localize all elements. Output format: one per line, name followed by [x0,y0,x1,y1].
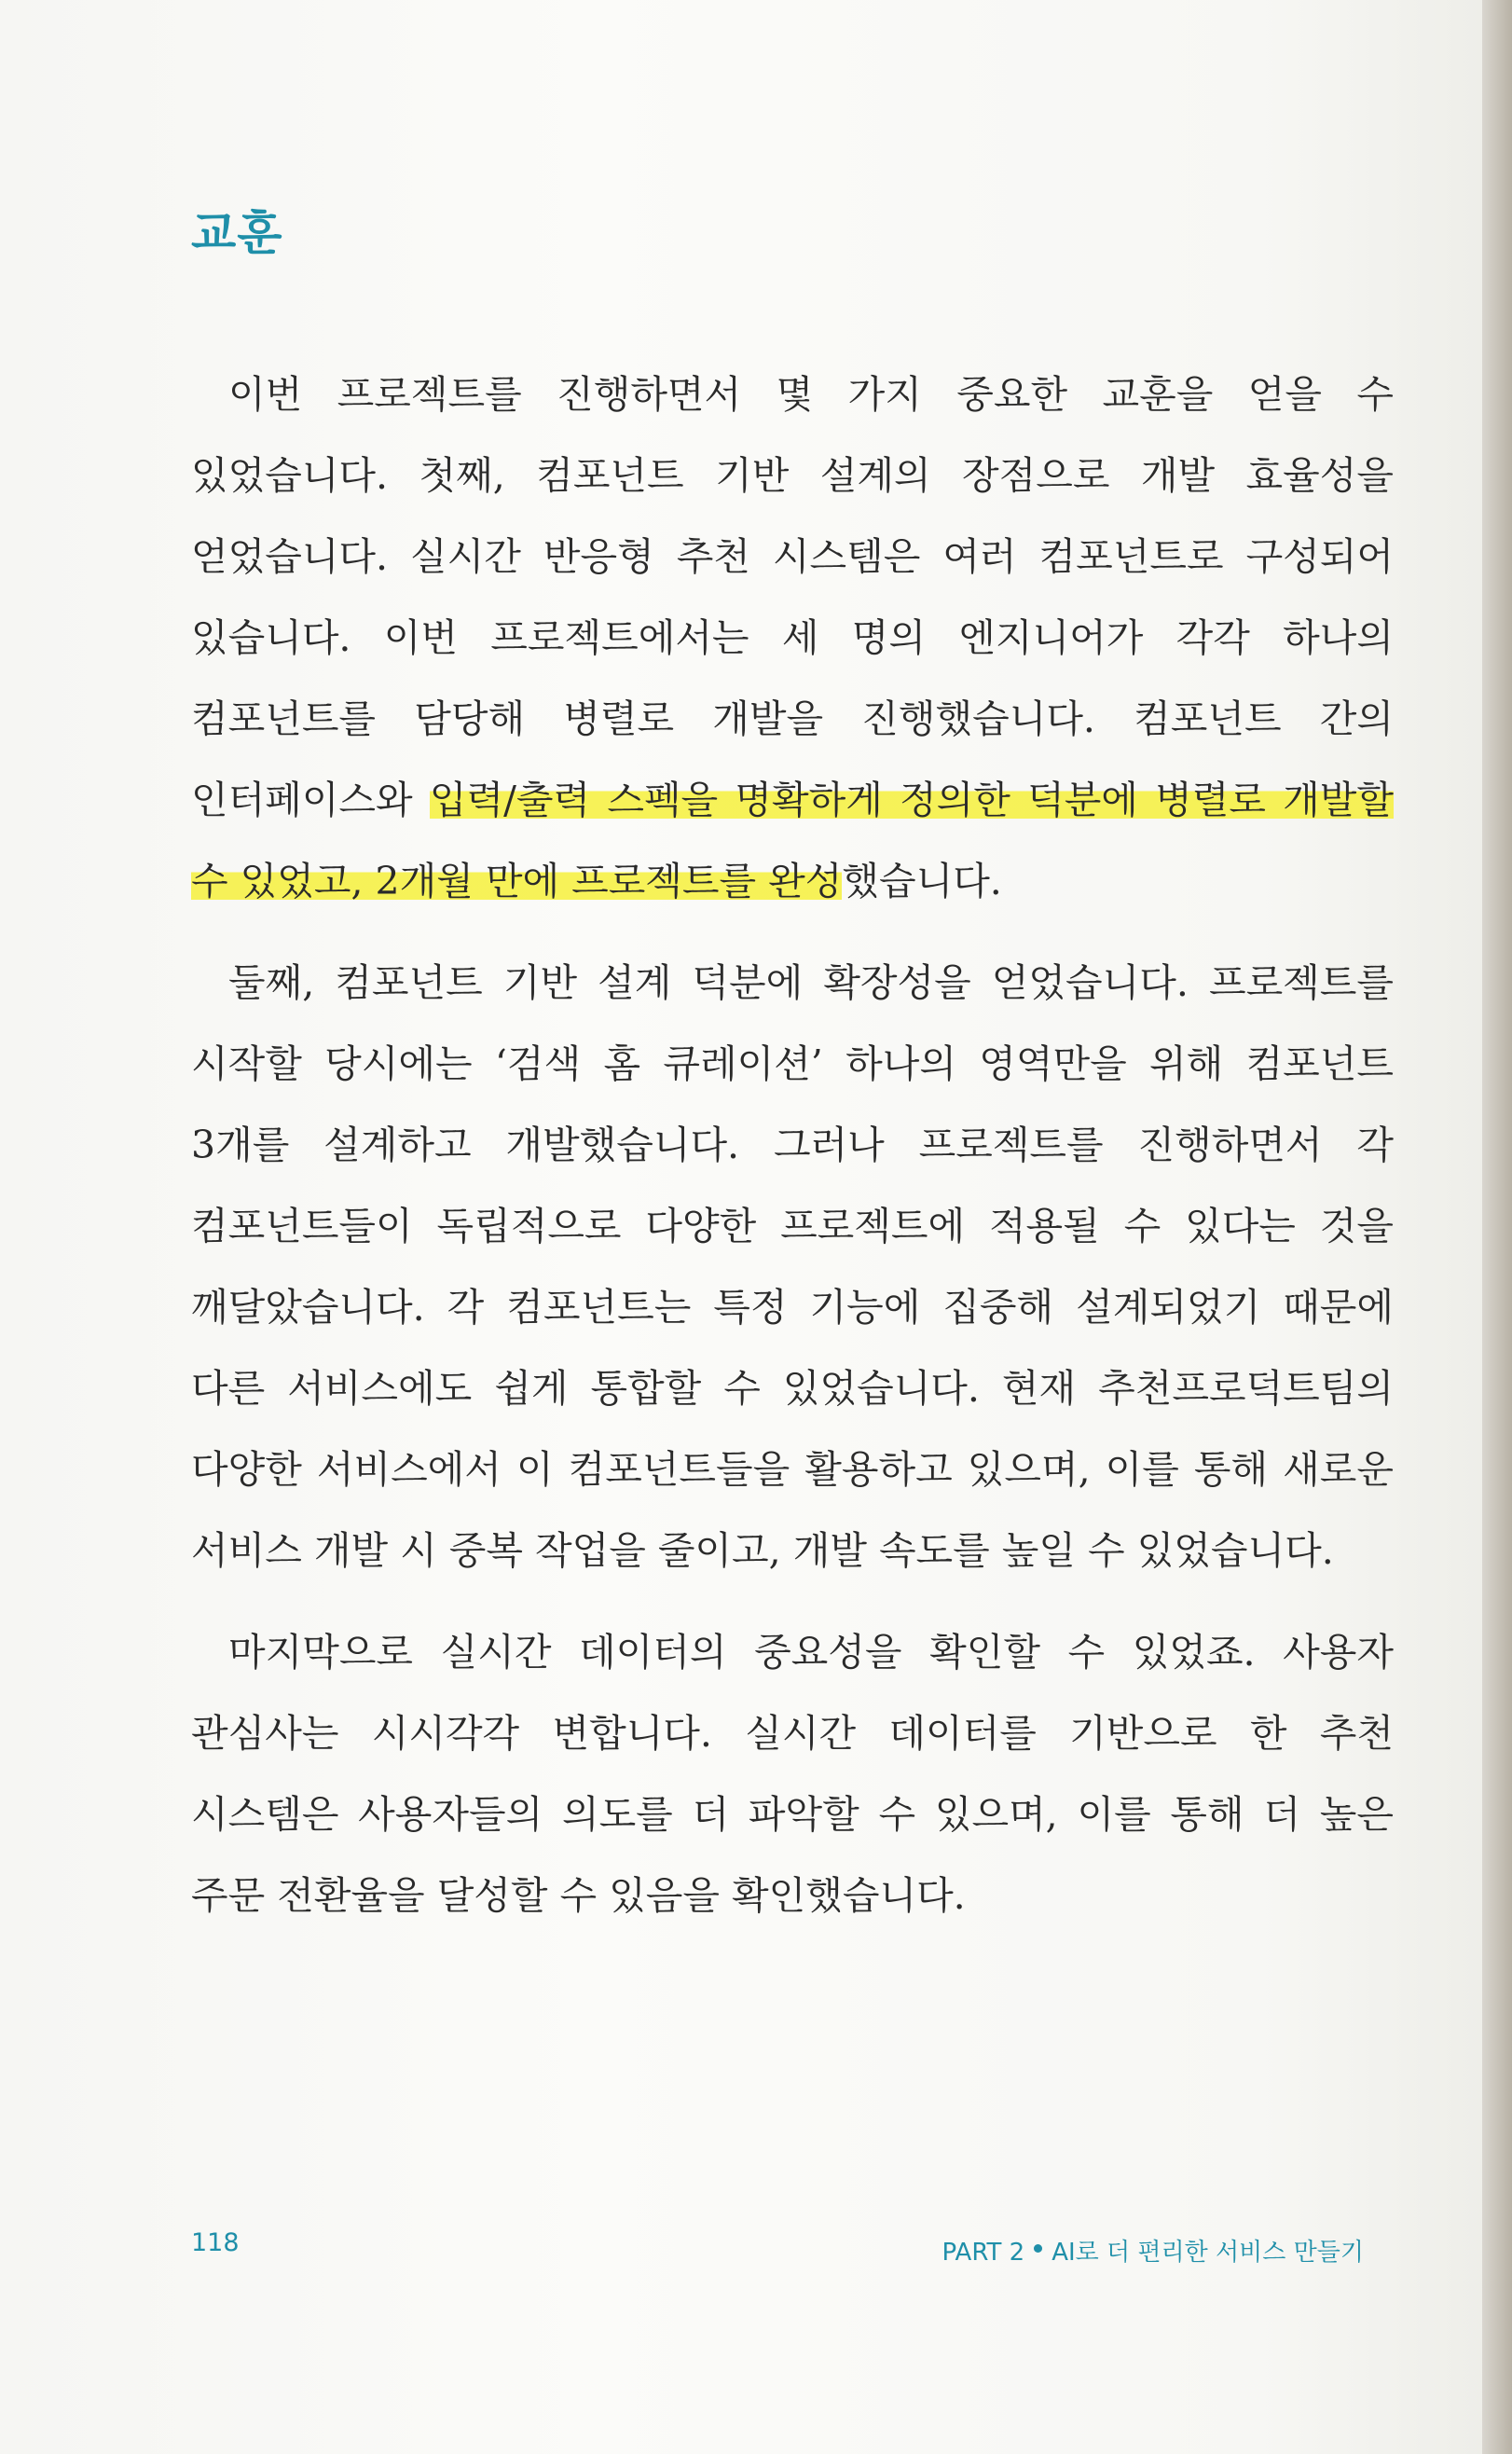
running-head [942,2233,1364,2268]
page-edge [1482,0,1512,2454]
paragraph-1-text: 이번 프로젝트를 진행하면서 몇 가지 중요한 교훈을 얻을 수 있었습니다. 첫째, 컴포넌트 기반 설계의 장점으로 개발 효율성을 얻었습니다. 실시간 반응형 추천 시스템은 여러 컴포넌트로 구성되어 있습니다. 이번 프로젝트에서는 세 명의 엔지니어가 각각 하나의 컴포넌트를 담당해 병렬로 개발을 진행했습니다. 컴포넌트 간의 인터페이스와 [191,372,1394,822]
highlighted-text: 입력/출력 스펙을 명확하게 정의한 덕분에 병렬로 개발할 수 있었고, 2개월 만에 프로젝트를 완성 [191,778,1394,903]
paragraph-1-ending: 했습니다. [842,859,1002,903]
part-label: PART 2 [942,2239,1025,2267]
chapter-title: AI로 더 편리한 서비스 만들기 [1052,2239,1364,2267]
page-number: 118 [191,2228,240,2257]
paragraph-2: 둘째, 컴포넌트 기반 설계 덕분에 확장성을 얻었습니다. 프로젝트를 시작할 당시에는 ‘검색 홈 큐레이션’ 하나의 영역만을 위해 컴포넌트 3개를 설계하고 개발했습니다. 그러나 프로젝트를 진행하면서 각 컴포넌트들이 독립적으로 다양한 프로젝트에 적용될 수 있다는 것을 깨달았습니다. 각 컴포넌트는 특정 기능에 집중해 설계되었기 때문에 다른 서비스에도 쉽게 통합할 수 있었습니다. 현재 추천프로덕트팀의 다양한 서비스에서 이 컴포넌트들을 활용하고 있으며, 이를 통해 새로운 서비스 개발 시 중복 작업을 줄이고, 개발 속도를 높일 수 있었습니다. [191,960,1394,1573]
bullet-icon [1034,2244,1042,2253]
paragraph-1 [191,354,1394,922]
section-title: 교훈 [191,206,283,260]
body-text [191,354,1394,1957]
paragraph-3: 마지막으로 실시간 데이터의 중요성을 확인할 수 있었죠. 사용자 관심사는 시시각각 변합니다. 실시간 데이터를 기반으로 한 추천 시스템은 사용자들의 의도를 더 파악할 수 있으며, 이를 통해 더 높은 주문 전환율을 달성할 수 있음을 확인했습니다. [191,1630,1394,1918]
